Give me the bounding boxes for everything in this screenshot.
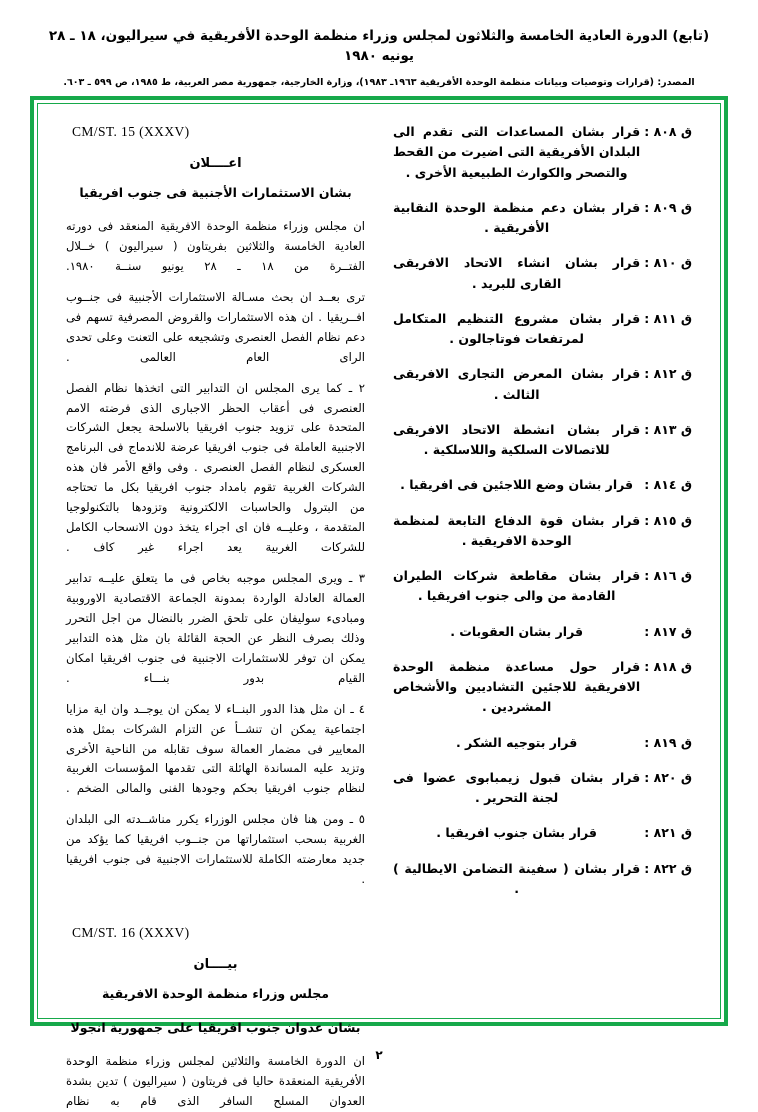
resolution-text: قرار بشان المعرض التجارى الافريقى الثالث .	[393, 366, 641, 402]
header-title: (تابع) الدورة العادية الخامسة والثلاثون لمجلس وزراء منظمة الوحدة الأفريقية في سيراليون، ١٨ ـ ٢٨ يونيه ١٩٨٠	[48, 28, 710, 65]
header-source: المصدر: (قرارات وتوصيات وبيانات منظمة الوحدة الأفريقية ١٩٦٣ـ ١٩٨٣)، وزارة الخارجية، جمهورية مصر العربية، ط ١٩٨٥، ص ٥٩٩ ـ ٦٠٣.	[63, 76, 695, 88]
list-item	[393, 122, 692, 183]
section-spacer	[66, 901, 365, 923]
list-item	[393, 622, 692, 642]
statement-paragraph: ان الدورة الخامسة والثلاثين لمجلس وزراء منظمة الوحدة الأفريقية المنعقدة حاليا فى فريتاون ( سيراليون ) تدين بشدة العدوان المسلح السافر الذى قام به نظام	[66, 1054, 365, 1108]
page-header	[0, 0, 758, 90]
resolution-number: ق ٨١١ :	[644, 310, 692, 326]
content-frame	[37, 103, 721, 1108]
resolution-number: ق ٨١٦ :	[644, 568, 692, 583]
resolution-text: قرار بتوجيه الشكر .	[455, 734, 578, 750]
statement-title: بيــــان	[193, 957, 238, 973]
declaration-paragraph: ٣ ـ ويرى المجلس موجبه بخاص فى ما يتعلق عليــه تدابير العمالة العادلة الواردة بمدونة الجماعة الاقتصادية الاوروبية ومبادىء سوليفان على تلحق الضرر بالنضال من اجل التحرر وذلك بصرف النظر عن الحجة القائلة بان مثل هذه التدابير يمكن ان توفر للاستثمارات الاجنبية فى جنوب افريقيا امكان القيام بدور بنـــاء .	[66, 571, 365, 685]
resolution-number: ق ٨١٠ :	[644, 255, 692, 271]
declaration-paragraph: ٢ ـ كما يرى المجلس ان التدابير التى اتخذها نظام الفصل العنصرى فى أعقاب الحظر الاجبارى الذى فرضته الامم المتحدة على تزويد جنوب افريقيا بالاسلحة يجعل الشركات الاجنبية العاملة فى جنوب افريقيا عرضة للاندماج فى البرنامج العسكرى لنظام الفصل العنصرى . وفى واقع الأمر فان هذه الشركات الغربية تقوم بامداد جنوب افريقيا بكل ما تحتاجه من البترول والحاسبات الالكترونية وتزودها بالتكنولوجيا المتقدمة ، وعليــه فان اى اجراء يتخذ دون الانسحاب الكامل للشركات الغربية يعد اجراء غير كاف .	[66, 380, 365, 555]
resolution-number: ق ٨١٣ :	[644, 421, 692, 437]
resolution-number: ق ٨١٩ :	[644, 734, 692, 750]
declaration-column	[58, 122, 379, 1108]
two-column-layout	[38, 104, 720, 1108]
declaration-paragraph: ترى بعــد ان بحث مسـالة الاستثمارات الأجنبية فى جنــوب افــريقيا . ان هذه الاستثمارات والقروض المصرفية تسهم فى دعم نظام الفصل العنصرى وتشجيعه على التعنت وعلى تحدى الراى العام العالمى .	[66, 289, 365, 364]
statement-subtitle-line2: بشان عدوان جنوب افريقيا على جمهورية انجولا	[70, 1020, 361, 1036]
list-item	[393, 364, 692, 405]
list-item	[393, 768, 692, 809]
resolution-text: قرار بشان العقوبات .	[450, 623, 584, 639]
resolution-text: قرار بشان مقاطعة شركات الطيران القادمة من والى جنوب افريقيا .	[393, 568, 641, 604]
list-item	[393, 823, 692, 843]
declaration-paragraph: ٥ ـ ومن هنا فان مجلس الوزراء يكرر مناشــدته الى البلدان الغربية بسحب استثماراتها من جنــوب افريقيا كما يؤكد من جديد معارضته الكاملة للاستثمارات الاجنبية فى جنوب افريقيا .	[66, 812, 365, 887]
resolution-number: ق ٨١٤ :	[644, 477, 692, 493]
page-number: ٢	[375, 1048, 383, 1062]
resolution-number: ق ٨١٨ :	[644, 658, 692, 674]
resolution-number: ق ٨٠٨ :	[644, 124, 692, 139]
resolution-text: قرار بشان مشروع التنظيم المتكامل لمرتفعات فوتاجالون .	[393, 310, 641, 346]
resolution-text: قرار بشان المساعدات التى تقدم الى البلدان الأفريقية التى اضيرت من القحط والتصحر والكوارث الطبيعية الأخرى .	[393, 124, 641, 180]
resolution-number: ق ٨٢٢ :	[644, 860, 692, 876]
declaration-title: اعــــلان	[189, 156, 242, 171]
resolution-number: ق ٨٢١ :	[644, 825, 692, 841]
resolution-number: ق ٨١٧ :	[644, 623, 692, 639]
resolution-text: قرار بشان دعم منظمة الوحدة النقابية الأفريقية .	[393, 199, 641, 235]
resolution-text: قرار بشان قبول زيمبابوى عضوا فى لجنة التحرير .	[393, 769, 641, 805]
list-item	[393, 566, 692, 607]
resolution-number: ق ٨٢٠ :	[644, 769, 692, 785]
resolution-number: ق ٨١٢ :	[644, 366, 692, 382]
resolution-number: ق ٨١٥ :	[644, 512, 692, 528]
resolution-text: قرار بشان انشاء الاتحاد الافريقى القارى للبريد .	[393, 255, 641, 291]
resolution-text: قرار بشان جنوب افريقيا .	[436, 825, 597, 841]
green-border-frame	[30, 96, 728, 1108]
list-item	[393, 198, 692, 239]
declaration-paragraph: ان مجلس وزراء منظمة الوحدة الافريقية المنعقد فى دورته العادية الخامسة والثلاثين بفريتاون ( سيراليون ) خــلال الفتــرة من ١٨ ـ ٢٨ يونيو سنــة ١٩٨٠.	[66, 219, 365, 273]
list-item	[393, 733, 692, 753]
resolution-text: قرار حول مساعدة منظمة الوحدة الافريقية للاجئين التشاديين والأشخاص المشردين .	[393, 658, 641, 715]
resolution-text: قرار بشان ( سفينة التضامن الايطالية ) .	[393, 860, 641, 896]
list-item	[393, 253, 692, 294]
list-item	[393, 859, 692, 900]
statement-document-code: CM/ST. 16 (XXXV)	[72, 925, 190, 941]
resolution-number: ق ٨٠٩ :	[644, 199, 692, 215]
resolution-text: قرار بشان قوة الدفاع التابعة لمنظمة الوحدة الافريقية .	[393, 512, 641, 548]
resolution-text: قرار بشان وضع اللاجئين فى افريقيا .	[400, 477, 634, 493]
list-item	[393, 657, 692, 718]
list-item	[393, 511, 692, 552]
resolution-text: قرار بشان انشطة الاتحاد الافريقى للاتصالات السلكية واللاسلكية .	[393, 421, 641, 457]
list-item	[393, 420, 692, 461]
declaration-subtitle: بشان الاستثمارات الأجنبية فى جنوب افريقيا	[79, 185, 352, 200]
declaration-document-code: CM/ST. 15 (XXXV)	[72, 124, 190, 139]
list-item	[393, 309, 692, 350]
statement-subtitle-line1: مجلس وزراء منظمة الوحدة الافريقية	[101, 986, 330, 1002]
list-item	[393, 475, 692, 495]
declaration-paragraph: ٤ ـ ان مثل هذا الدور البنــاء لا يمكن ان يوجــد وان اية مزايا اجتماعية يمكن ان تنشــأ عن التزام الشركات بمثل هذه المعايير فى مضمار العمالة سوف تقابله من الناحية الأخرى وتزيد عليه المساندة الهائلة التى تقدمها المؤسسات الغربية لنظام جنوب افريقيا بحكم وجودها الفنى والمالى الضخم .	[66, 701, 365, 796]
resolutions-column	[379, 122, 700, 1008]
